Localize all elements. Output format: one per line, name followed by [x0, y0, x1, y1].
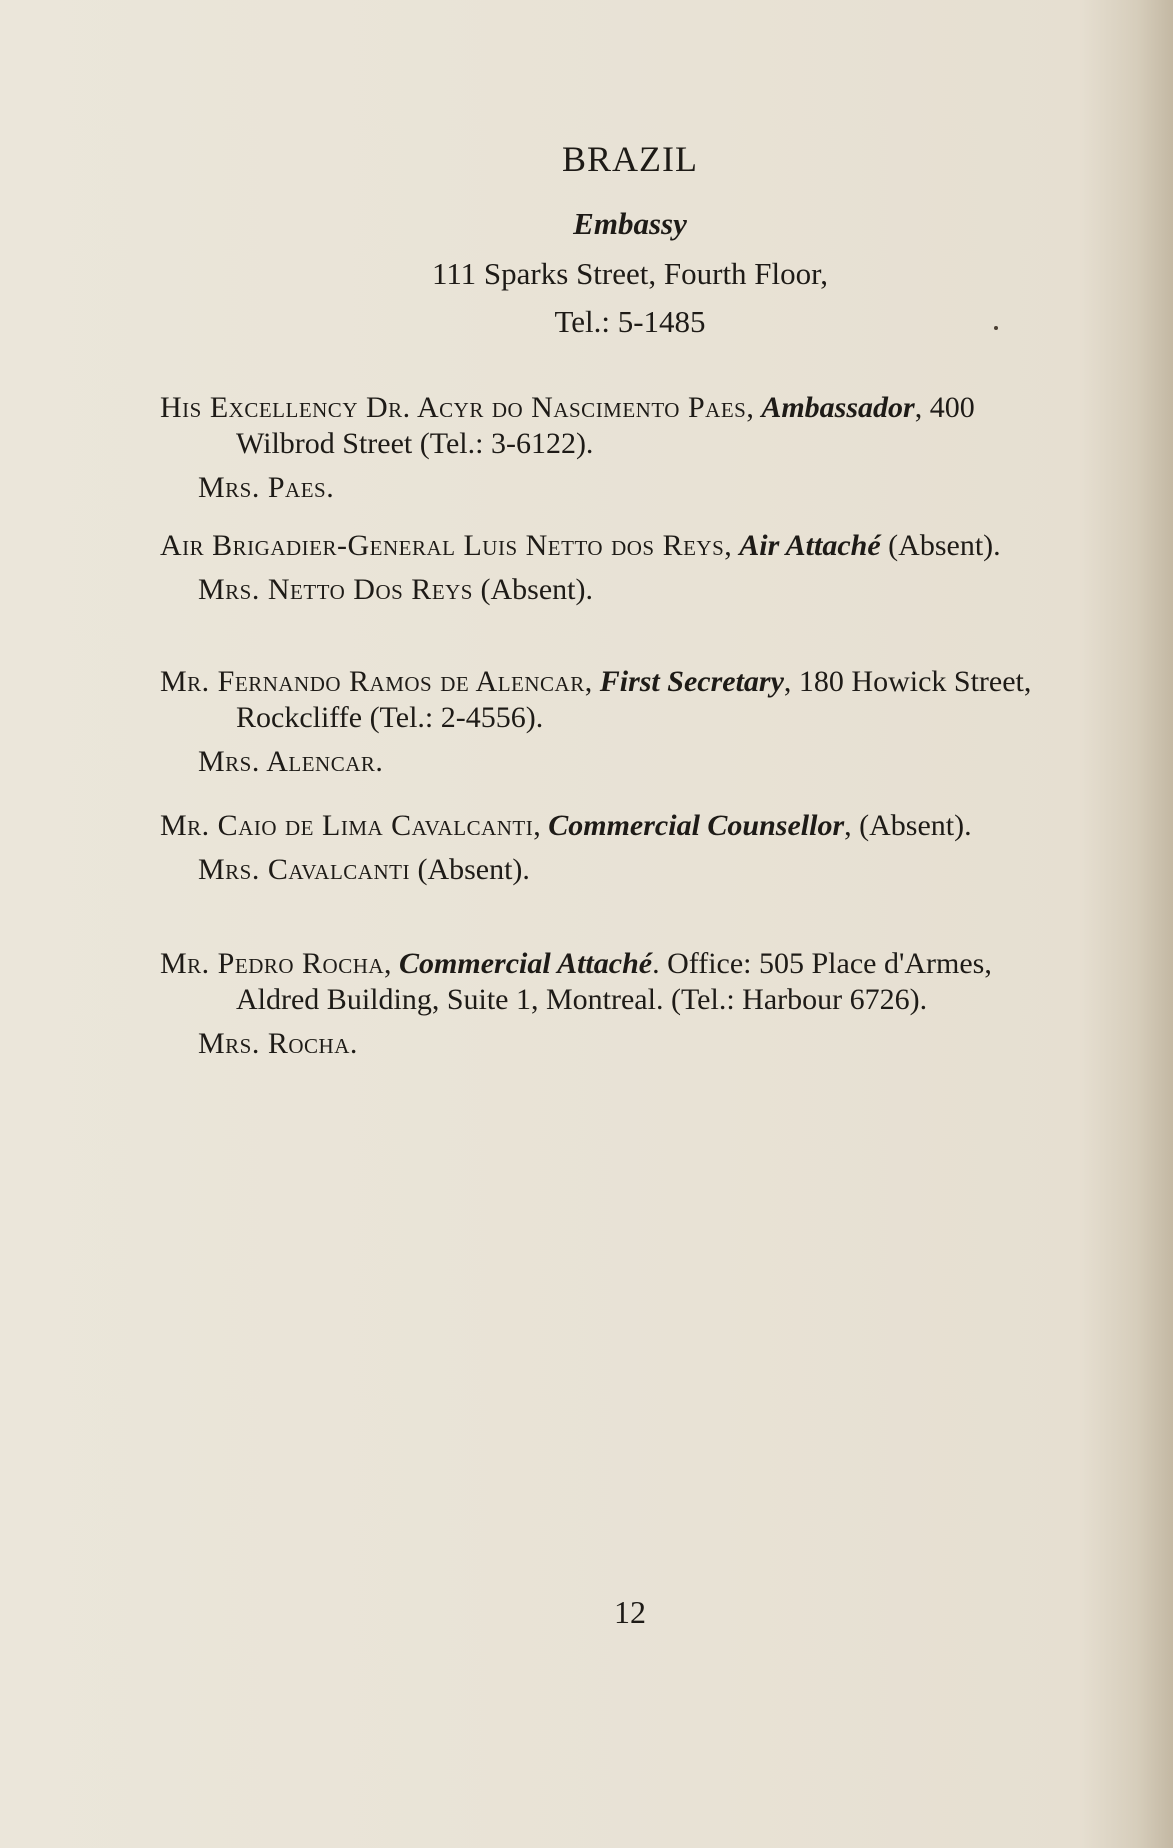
entry-first-secretary: [160, 664, 1065, 780]
entry-spouse: Mrs. Paes.: [198, 471, 335, 504]
entry-spouse: Mrs. Alencar.: [198, 745, 384, 778]
entry-main-line: Mr. Caio de Lima Cavalcanti, Commercial Counsellor, (Absent).: [160, 809, 972, 842]
entry-ambassador: [160, 390, 1065, 506]
entry-spouse: Mrs. Rocha.: [198, 1027, 358, 1060]
ink-speck: [994, 326, 998, 330]
entry-main-line: Mr. Pedro Rocha, Commercial Attaché. Office: 505 Place d'Armes, Aldred Building, Suite 1, Montreal. (Tel.: Harbour 6726).: [160, 947, 992, 1016]
entry-spouse: Mrs. Cavalcanti (Absent).: [198, 853, 530, 886]
entry-commercial-counsellor: [160, 808, 1065, 888]
country-heading: BRAZIL: [562, 139, 698, 179]
embassy-label: Embassy: [573, 206, 687, 241]
page-number: 12: [614, 1594, 646, 1630]
entry-main-line: Air Brigadier-General Luis Netto dos Reys, Air Attaché (Absent).: [160, 529, 1001, 562]
entry-air-attache: [160, 528, 1065, 608]
embassy-address: 111 Sparks Street, Fourth Floor,: [431, 256, 828, 291]
embassy-telephone: Tel.: 5-1485: [554, 304, 706, 339]
entry-main-line: Mr. Fernando Ramos de Alencar, First Secretary, 180 Howick Street, Rockcliffe (Tel.: 2-4556).: [160, 665, 1032, 734]
entry-commercial-attache: [160, 946, 1065, 1062]
entry-main-line: His Excellency Dr. Acyr do Nascimento Paes, Ambassador, 400 Wilbrod Street (Tel.: 3-6122).: [160, 391, 975, 460]
entry-spouse: Mrs. Netto Dos Reys (Absent).: [198, 573, 593, 606]
